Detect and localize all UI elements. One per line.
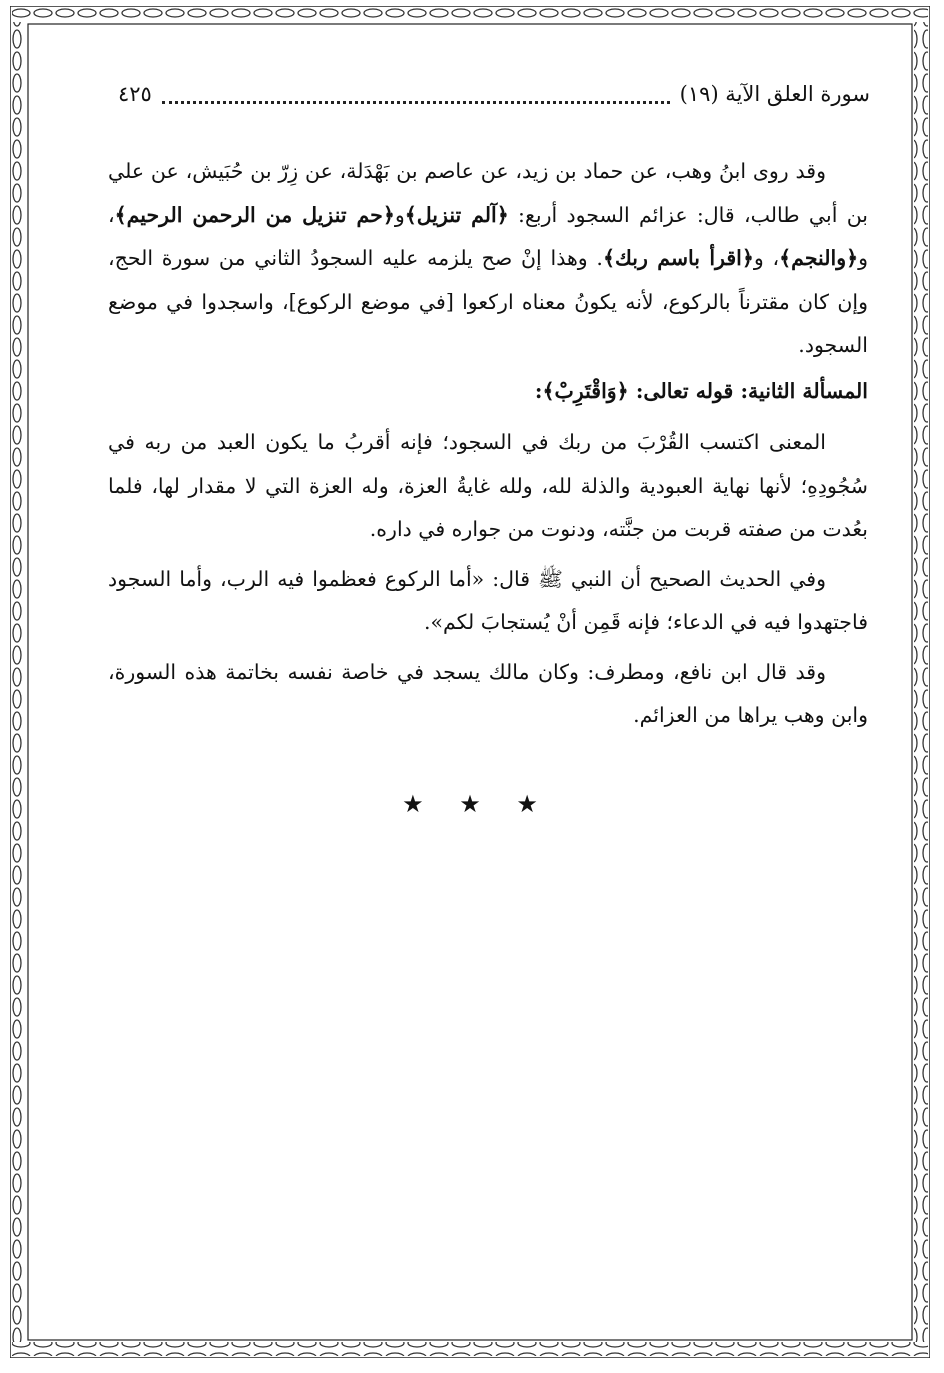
paragraph-1-text-d: ، و — [753, 246, 780, 270]
running-title: سورة العلق الآية (١٩) — [679, 82, 870, 106]
paragraph-2: المعنى اكتسب القُرْبَ من ربك في السجود؛ فإنه أقربُ ما يكون العبد من ربه في سُجُودِهِ؛ لأنها نهاية العبودية والذلة لله، ولله غايةُ العزة، وله العزة التي لا مقدار لها، فلما بعُدت من صفته قربت من جنَّته، ودنوت من جواره في داره. — [108, 430, 868, 541]
section-end-stars: ★ ★ ★ — [402, 790, 552, 818]
section-heading-label: المسألة الثانية: قوله تعالى: — [628, 378, 868, 403]
verse-quote-3: ﴿والنجم﴾ — [779, 246, 859, 270]
paragraph-1 — [108, 150, 868, 368]
section-heading-tail: : — [534, 378, 543, 403]
paragraph-1-text-a: وقد روى ابنُ وهب، عن حماد بن زيد، عن عاصم بن بَهْدَلة، عن زِرّ بن حُبَيش، عن علي بن أبي طالب، قال: عزائم السجود أربع: — [108, 159, 869, 227]
paragraph-1-text-b: و — [394, 202, 405, 227]
paragraph-1-text-c: ، و — [108, 202, 869, 270]
page-body — [108, 150, 868, 738]
paragraph-1-text-e: . وهذا إنْ صح يلزمه عليه السجودُ الثاني من سورة الحج، وإن كان مقترناً بالركوع، لأنه يكونُ معناه اركعوا [في موضع الركوع]، واسجدوا في موضع السجود. — [108, 246, 868, 357]
verse-quote-2: ﴿حم تنزيل من الرحمن الرحيم﴾ — [114, 202, 395, 227]
section-heading — [108, 370, 868, 414]
dotted-leader — [162, 85, 670, 104]
section-heading-verse: ﴿وَاقْتَرِبْ﴾ — [542, 378, 629, 403]
paragraph-3: وفي الحديث الصحيح أن النبي ﷺ قال: «أما الركوع فعظموا فيه الرب، وأما السجود فاجتهدوا فيه في الدعاء؛ فإنه قَمِن أنْ يُستجابَ لكم». — [108, 566, 868, 634]
verse-quote-1: ﴿آلم تنزيل﴾ — [404, 202, 509, 227]
verse-quote-4: ﴿اقرأ باسم ربك﴾ — [602, 246, 754, 270]
paragraph-4: وقد قال ابن نافع، ومطرف: وكان مالك يسجد في خاصة نفسه بخاتمة هذه السورة، وابن وهب يراها من العزائم. — [108, 659, 868, 727]
page-number: ٤٢٥ — [118, 82, 152, 106]
running-header — [118, 74, 870, 114]
